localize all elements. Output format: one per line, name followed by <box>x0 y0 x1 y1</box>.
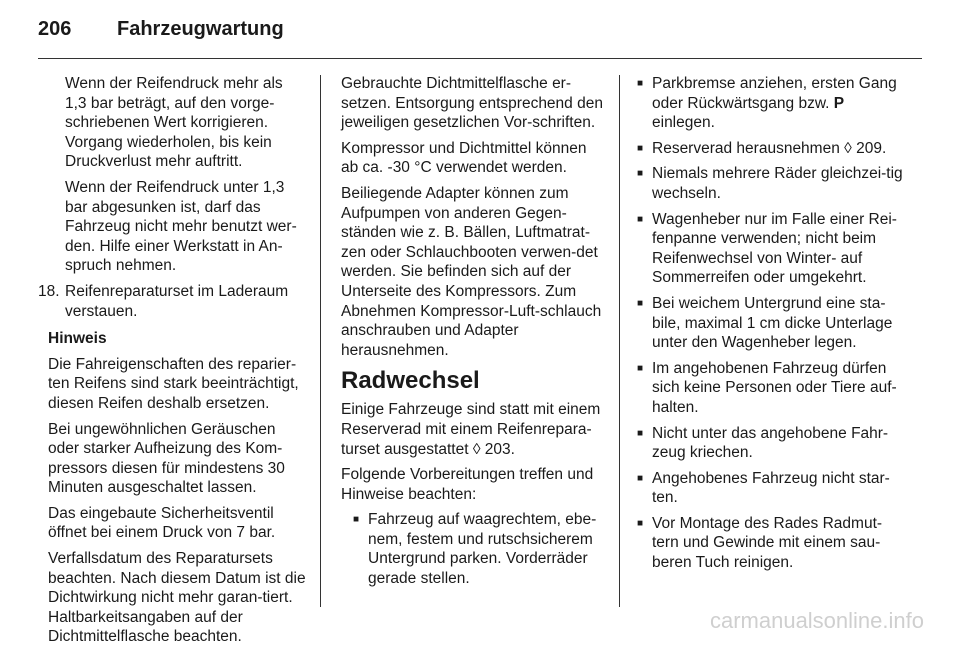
bullet-icon: ■ <box>637 472 644 484</box>
list-item-text: Niemals mehrere Räder gleichzei-tig wechseln. <box>652 165 903 202</box>
list-item <box>637 164 905 203</box>
bullet-icon: ■ <box>637 168 644 180</box>
list-item-text: Vor Montage des Rades Radmut-tern und Gewinde mit einem sau-beren Tuch reinigen. <box>652 514 883 572</box>
list-item <box>637 424 905 463</box>
paragraph: Gebrauchte Dichtmittelflasche er-setzen. Entsorgung entsprechend den jeweiligen gesetzlichen Vor-schriften. <box>341 75 603 132</box>
page-title: Fahrzeugwartung <box>117 18 284 40</box>
numbered-step-18 <box>38 282 306 321</box>
list-item-text: Nicht unter das angehobene Fahr-zeug kriechen. <box>652 424 889 462</box>
bullet-icon: ■ <box>637 362 644 374</box>
note-paragraph: Bei ungewöhnlichen Geräuschen oder starker Aufheizung des Kom-pressors diesen für mindestens 30 Minuten ausgeschaltet lassen. <box>48 420 285 497</box>
column-1 <box>38 74 306 653</box>
page-number: 206 <box>38 18 72 40</box>
bullet-icon: ■ <box>637 78 644 89</box>
header-rule <box>38 58 922 59</box>
list-item-text: Im angehobenen Fahrzeug dürfen sich keine Personen oder Tiere auf-halten. <box>652 359 897 416</box>
list-item <box>637 139 905 159</box>
note-paragraph: Die Fahreigenschaften des reparier-ten Reifens sind stark beeinträchtigt, diesen Reifen deshalb ersetzen. <box>48 355 299 412</box>
paragraph: Kompressor und Dichtmittel können ab ca. -30 °C verwendet werden. <box>341 139 587 177</box>
list-item-text: Angehobenes Fahrzeug nicht star-ten. <box>652 469 890 507</box>
bullet-icon: ■ <box>637 213 644 225</box>
step-text: Reifenreparaturset im Laderaum verstauen. <box>65 282 289 320</box>
list-item <box>637 359 905 418</box>
paragraph: Folgende Vorbereitungen treffen und Hinweise beachten: <box>341 466 594 503</box>
page-header <box>38 18 284 48</box>
list-item <box>637 210 905 288</box>
column-3 <box>637 74 905 579</box>
paragraph: Einige Fahrzeuge sind statt mit einem Reserverad mit einem Reifenrepara-turset ausgestattet ◊ 203. <box>341 401 601 458</box>
note-title: Hinweis <box>48 330 107 348</box>
note-paragraph: Das eingebaute Sicherheitsventil öffnet bei einem Druck von 7 bar. <box>48 504 276 542</box>
note-paragraph: Verfallsdatum des Reparatursets beachten. Nach diesem Datum ist die Dichtwirkung nicht mehr garan-tiert. Haltbarkeitsangaben auf der Dichtmittelflasche beachten. <box>48 550 306 646</box>
list-item <box>637 469 905 508</box>
list-item <box>637 74 905 133</box>
column-divider <box>619 75 620 607</box>
list-item <box>341 510 603 588</box>
list-item-text: Fahrzeug auf waagrechtem, ebe-nem, festem und rutschsicherem Untergrund parken. Vorderräder gerade stellen. <box>368 511 597 588</box>
bullet-icon: ■ <box>637 297 644 309</box>
paragraph: Beiliegende Adapter können zum Aufpumpen von anderen Gegen-ständen wie z. B. Bällen, Luftmatrat-zen oder Schlauchbooten verwen-det werden. Sie befinden sich auf der Unterseite des Kompressors. Zum Abnehmen Kompressor-Luft-schlauch anschrauben und Adapter herausnehmen. <box>341 184 602 359</box>
column-divider <box>320 75 321 607</box>
list-item <box>637 294 905 353</box>
step-number: 18. <box>38 282 60 300</box>
list-item-text: Bei weichem Untergrund eine sta-bile, maximal 1 cm dicke Unterlage unter den Wagenheber legen. <box>652 294 893 352</box>
column-2 <box>341 74 603 595</box>
paragraph: Wenn der Reifendruck unter 1,3 bar abgesunken ist, darf das Fahrzeug nicht mehr benutzt wer-den. Hilfe einer Werkstatt in An-spruch nehmen. <box>65 178 297 275</box>
list-item <box>637 514 905 573</box>
gear-p-label: P <box>833 94 845 112</box>
bullet-icon: ■ <box>637 142 644 154</box>
bullet-icon: ■ <box>637 427 644 439</box>
bullet-icon: ■ <box>637 517 644 529</box>
note-box <box>38 329 306 647</box>
watermark: carmanualsonline.info <box>709 608 924 633</box>
bullet-icon: ■ <box>353 514 360 526</box>
section-heading: Radwechsel <box>341 367 480 395</box>
list-item-text: Reserverad herausnehmen ◊ 209. <box>652 139 887 157</box>
list-item-text: Parkbremse anziehen, ersten Gang oder Rückwärtsgang bzw. P einlegen. <box>652 75 897 132</box>
paragraph: Wenn der Reifendruck mehr als 1,3 bar beträgt, auf den vorge-schriebenen Wert korrigieren. Vorgang wiederholen, bis kein Druckverlust mehr auftritt. <box>65 75 283 171</box>
list-item-text: Wagenheber nur im Falle einer Rei-fenpanne verwenden; nicht beim Reifenwechsel von Winter- auf Sommerreifen oder umgekehrt. <box>652 210 897 287</box>
